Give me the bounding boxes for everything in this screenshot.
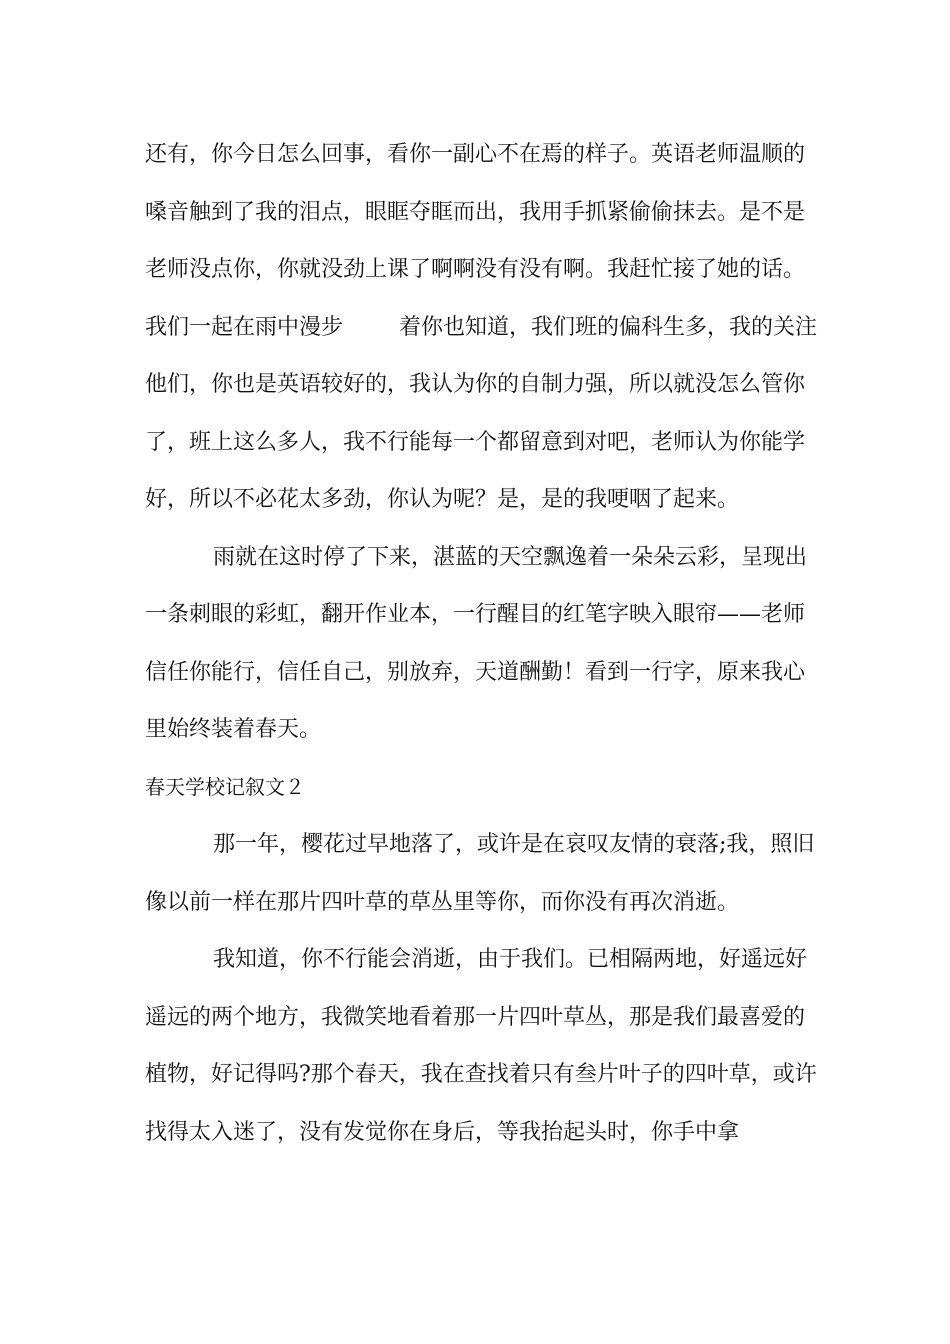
paragraph-1: 还有，你今日怎么回事，看你一副心不在焉的样子。英语老师温顺的嗓音触到了我的泪点，眼眶夺眶而出，我用手抓紧偷偷抹去。是不是老师没点你，你就没劲上课了啊啊没有没有啊。我赶忙接了她的话。我们一起在雨中漫步 着你也知道，我们班的偏科生多，我的关注他们，你也是英语较好的，我认为你的自制力强，所以就没怎么管你了，班上这么多人，我不行能每一个都留意到对吧，老师认为你能学好，所以不必花太多劲，你认为呢？是，是的我哽咽了起来。 — [145, 142, 817, 512]
paragraph-2: 雨就在这时停了下来，湛蓝的天空飘逸着一朵朵云彩，呈现出一条刺眼的彩虹，翻开作业本，一行醒目的红笔字映入眼帘——老师信任你能行，信任自己，别放弃，天道酬勤！看到一行字，原来我心里始终装着春天。 — [145, 544, 808, 742]
document-body — [145, 126, 820, 1161]
paragraph-3: 那一年，樱花过早地落了，或许是在哀叹友情的衰落;我，照旧像以前一样在那片四叶草的草丛里等你，而你没有再次消逝。 — [145, 832, 815, 915]
section-heading: 春天学校记叙文２ — [145, 774, 305, 799]
paragraph-4: 我知道，你不行能会消逝，由于我们。已相隔两地，好遥远好遥远的两个地方，我微笑地看着那一片四叶草丛，那是我们最喜爱的植物，好记得吗?那个春天，我在查找着只有叁片叶子的四叶草，或许找得太入迷了，没有发觉你在身后，等我抬起头时，你手中拿 — [145, 947, 817, 1145]
